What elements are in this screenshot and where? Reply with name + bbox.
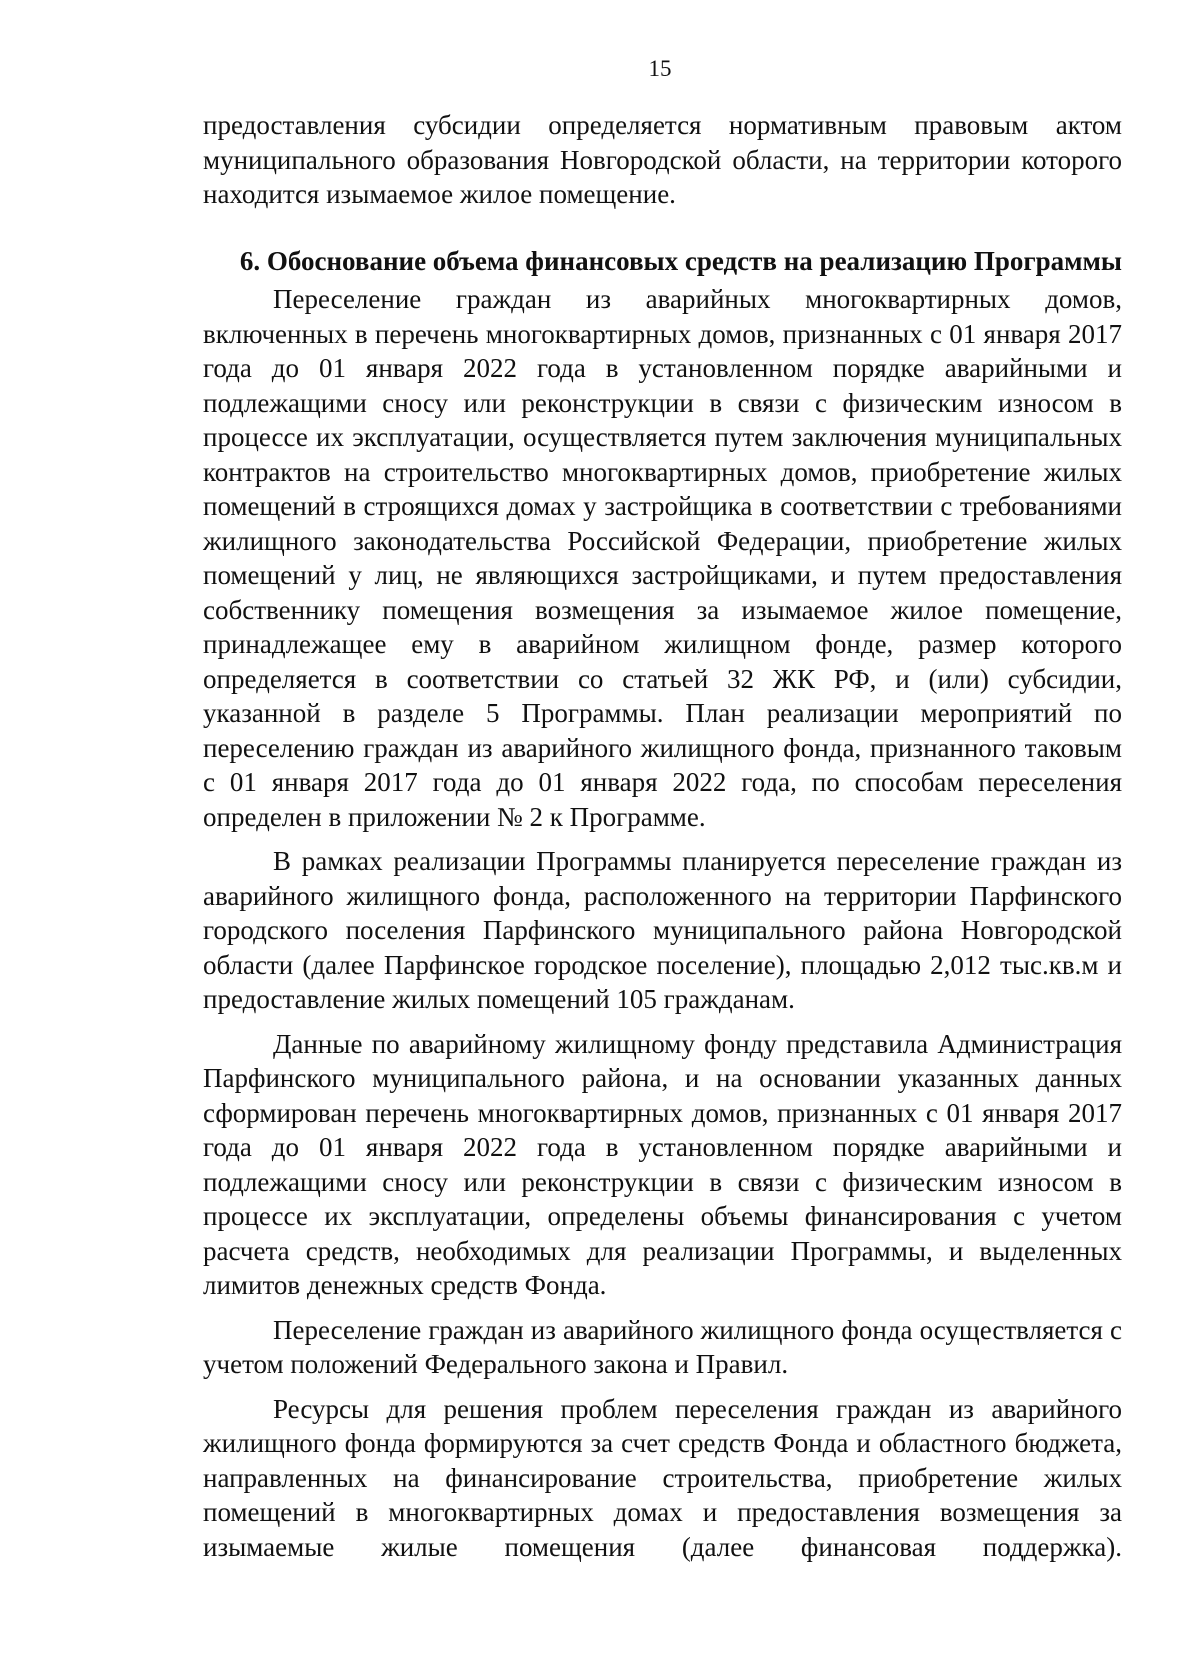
section-heading: 6. Обоснование объема финансовых средств на реализацию Программы (239, 246, 1122, 276)
paragraph: Ресурсы для решения проблем переселения граждан из аварийного жилищного фонда формируются за счет средств Фонда и областного бюджета, направленных на финансирование строительства, приобретение жилых помещений в многоквартирных домах и предоставления возмещения за изымаемые жилые помещения (далее финансовая поддержка). (203, 1393, 1122, 1562)
paragraph: Переселение граждан из аварийных многоквартирных домов, включенных в перечень многоквартирных домов, признанных с 01 января 2017 года до 01 января 2022 года в установленном порядке аварийными и подлежащими сносу или реконструкции в связи с физическим износом в процессе их эксплуатации, осуществляется путем заключения муниципальных контрактов на строительство многоквартирных домов, приобретение жилых помещений в строящихся домах у застройщика в соответствии с требованиями жилищного законодательства Российской Федерации, приобретение жилых помещений у лиц, не являющихся застройщиками, и путем предоставления собственнику помещения возмещения за изымаемое жилое помещение, принадлежащее ему в аварийном жилищном фонде, размер которого определяется в соответствии со статьей 32 ЖК РФ, и (или) субсидии, указанной в разделе 5 Программы. План реализации мероприятий по переселению граждан из аварийного жилищного фонда, признанного таковым с 01 января 2017 года до 01 января 2022 года, по способам переселения определен в приложении № 2 к Программе. (203, 284, 1122, 832)
paragraph: Данные по аварийному жилищному фонду представила Администрация Парфинского муниципального района, и на основании указанных данных сформирован перечень многоквартирных домов, признанных с 01 января 2017 года до 01 января 2022 года в установленном порядке аварийными и подлежащими сносу или реконструкции в связи с физическим износом в процессе их эксплуатации, определены объемы финансирования с учетом расчета средств, необходимых для реализации Программы, и выделенных лимитов денежных средств Фонда. (203, 1028, 1122, 1300)
paragraph: Переселение граждан из аварийного жилищного фонда осуществляется с учетом положений Федерального закона и Правил. (203, 1314, 1122, 1379)
paragraph: В рамках реализации Программы планируется переселение граждан из аварийного жилищного фонда, расположенного на территории Парфинского городского поселения Парфинского муниципального района Новгородской области (далее Парфинское городское поселение), площадью 2,012 тыс.кв.м и предоставление жилых помещений 105 гражданам. (203, 846, 1122, 1014)
section-body (203, 282, 1122, 1564)
continuation-paragraph: предоставления субсидии определяется нормативным правовым актом муниципального образования Новгородской области, на территории которого находится изымаемое жилое помещение. (203, 110, 1122, 209)
page-number: 15 (648, 56, 672, 81)
